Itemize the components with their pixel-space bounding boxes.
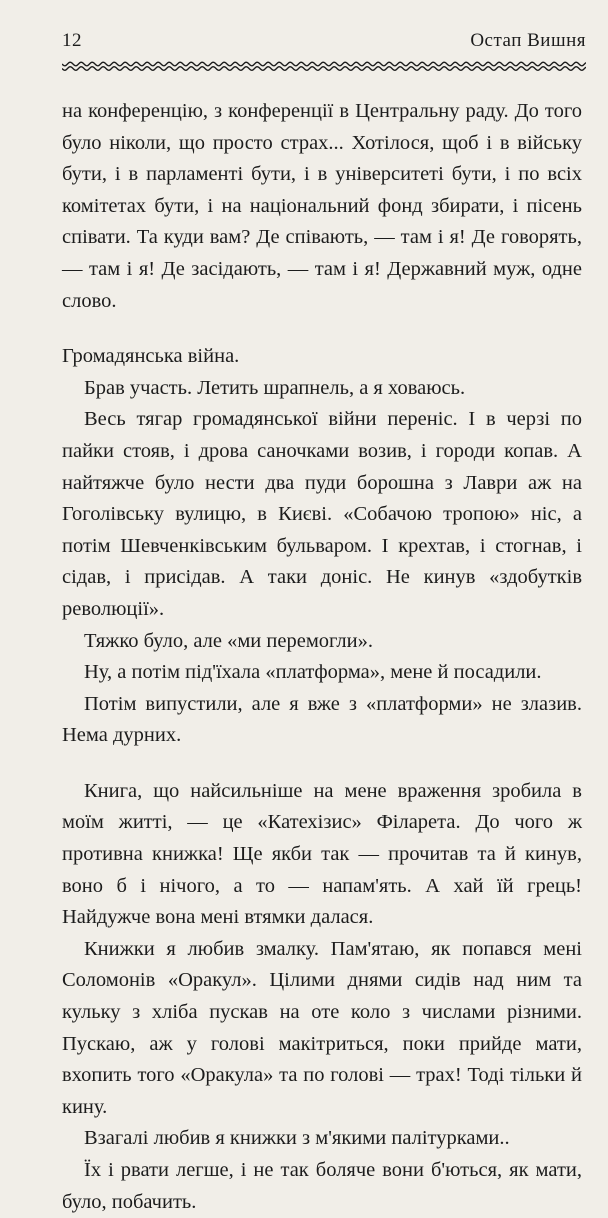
section-gap — [62, 317, 582, 341]
page-header — [62, 30, 586, 56]
paragraph: Весь тягар громадянської війни переніс. І в черзі по пайки стояв, і дрова саночками возив, і городи копав. А найтяжче було нести два пуди борошна з Лаври аж на Гоголівську вулицю, в Києві. «Собачою тропою» ніс, а потім Шевченківським бульваром. І крехтав, і стогнав, і сідав, і присідав. А таки доніс. Не кинув «здобутків революції». — [62, 408, 582, 620]
paragraph: Громадянська війна. — [62, 345, 240, 368]
paragraph: Тяжко було, але «ми перемогли». — [84, 629, 373, 652]
section-gap — [62, 752, 582, 776]
paragraph: Книга, що найсильніше на мене враження зробила в моїм житті, — це «Катехізис» Філарета. До чого ж противна книжка! Ще якби так — прочитав та й кинув, воно б і нічого, а то — напам'ять. А хай їй грець! Найдужче вона мені втямки далася. — [62, 779, 582, 929]
page-body-text — [62, 96, 582, 1218]
wavy-rule-ornament — [62, 60, 586, 72]
paragraph: Брав участь. Летить шрапнель, а я ховаюсь. — [84, 376, 466, 399]
paragraph: Їх і рвати легше, і не так боляче вони б'ються, як мати, було, побачить. — [62, 1159, 582, 1213]
paragraph: Потім випустили, але я вже з «платформи» не злазив. Нема дурних. — [62, 692, 582, 747]
paragraph: Взагалі любив я книжки з м'якими палітурками.. — [84, 1127, 510, 1150]
paragraph: Ну, а потім під'їхала «платформа», мене й посадили. — [84, 661, 542, 684]
running-head-author: Остап Вишня — [470, 30, 586, 51]
paragraph-continuation: на конференцію, з конференції в Центральну раду. До того було ніколи, що просто страх... Хотілося, щоб і в війську бути, і в парламенті бути, і в університеті бути, і по всіх комітетах бути, і на національний фонд збирати, і пісень співати. Та куди вам? Де співають, — там і я! Де говорять, — там і я! Де засідають, — там і я! Державний муж, одне слово. — [62, 100, 582, 312]
paragraph: Книжки я любив змалку. Пам'ятаю, як попався мені Соломонів «Оракул». Цілими днями сидів над ним та кульку з хліба пускав на оте коло з числами різними. Пускаю, аж у голові макітриться, поки прийде мати, вхопить того «Оракула» та по голові — трах! Тоді тільки й кину. — [62, 937, 582, 1118]
page-number: 12 — [62, 30, 82, 51]
